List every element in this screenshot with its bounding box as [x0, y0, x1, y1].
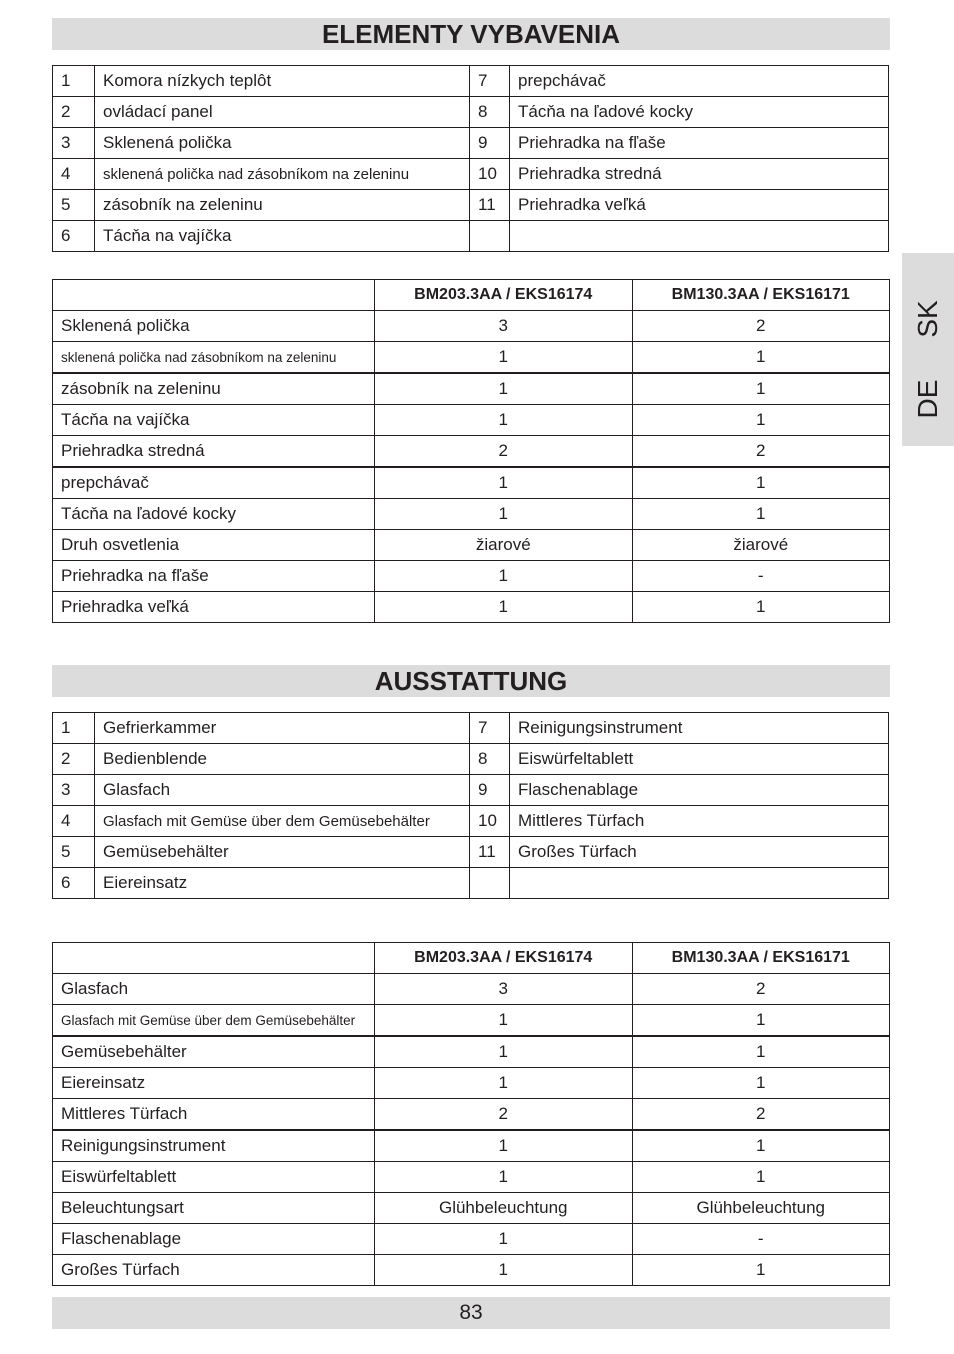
specs-row — [53, 311, 890, 342]
part-label: Gemüsebehälter — [95, 837, 470, 868]
parts-row — [53, 868, 889, 899]
specs-row — [53, 1068, 890, 1099]
specs-value: 1 — [632, 1068, 890, 1099]
specs-value: 1 — [375, 1036, 633, 1068]
language-label-sk: SK — [912, 300, 943, 338]
part-number: 11 — [470, 837, 510, 868]
specs-row — [53, 342, 890, 374]
parts-row — [53, 97, 889, 128]
specs-row — [53, 1099, 890, 1131]
part-label: Eiereinsatz — [95, 868, 470, 899]
part-label — [510, 221, 889, 252]
section-title-sk: ELEMENTY VYBAVENIA — [52, 18, 890, 50]
specs-value: 1 — [632, 467, 890, 499]
specs-value: 1 — [632, 1005, 890, 1037]
specs-label: Sklenená polička — [53, 311, 375, 342]
specs-value: 1 — [375, 467, 633, 499]
part-number: 5 — [53, 837, 95, 868]
part-label: Tácňa na ľadové kocky — [510, 97, 889, 128]
part-number: 6 — [53, 868, 95, 899]
specs-value: 1 — [375, 342, 633, 374]
part-number: 7 — [470, 66, 510, 97]
specs-row — [53, 405, 890, 436]
specs-value: 1 — [375, 373, 633, 405]
specs-label: Eiereinsatz — [53, 1068, 375, 1099]
model-header: BM203.3AA / EKS16174 — [375, 280, 633, 311]
part-number: 2 — [53, 97, 95, 128]
parts-table-de — [52, 712, 889, 899]
specs-value: 1 — [375, 1255, 633, 1286]
specs-value: 1 — [632, 499, 890, 530]
specs-row — [53, 1162, 890, 1193]
specs-value: - — [632, 561, 890, 592]
part-number: 9 — [470, 775, 510, 806]
parts-row — [53, 837, 889, 868]
parts-row — [53, 806, 889, 837]
specs-value: 1 — [632, 1130, 890, 1162]
specs-label: Mittleres Türfach — [53, 1099, 375, 1131]
specs-row — [53, 1224, 890, 1255]
part-label: Großes Türfach — [510, 837, 889, 868]
specs-value: 1 — [375, 1005, 633, 1037]
specs-row — [53, 1193, 890, 1224]
part-number: 4 — [53, 159, 95, 190]
part-number — [470, 868, 510, 899]
part-label: Bedienblende — [95, 744, 470, 775]
part-number: 3 — [53, 775, 95, 806]
specs-value: žiarové — [375, 530, 633, 561]
specs-label: sklenená polička nad zásobníkom na zeleninu — [53, 342, 375, 374]
specs-value: 1 — [632, 1036, 890, 1068]
specs-row — [53, 530, 890, 561]
specs-value: 1 — [375, 1162, 633, 1193]
section-title-de: AUSSTATTUNG — [52, 665, 890, 697]
part-label: Gefrierkammer — [95, 713, 470, 744]
part-label: Priehradka stredná — [510, 159, 889, 190]
specs-value: 2 — [632, 311, 890, 342]
specs-row — [53, 499, 890, 530]
specs-row — [53, 1005, 890, 1037]
part-number: 6 — [53, 221, 95, 252]
parts-row — [53, 159, 889, 190]
part-label: Flaschenablage — [510, 775, 889, 806]
specs-value: 1 — [375, 1224, 633, 1255]
specs-value: žiarové — [632, 530, 890, 561]
specs-label: Tácňa na vajíčka — [53, 405, 375, 436]
specs-value: 2 — [632, 1099, 890, 1131]
parts-row — [53, 190, 889, 221]
part-label: Reinigungsinstrument — [510, 713, 889, 744]
parts-table-sk — [52, 65, 889, 252]
specs-header-empty — [53, 280, 375, 311]
specs-row — [53, 1130, 890, 1162]
part-number: 10 — [470, 806, 510, 837]
specs-value: Glühbeleuchtung — [632, 1193, 890, 1224]
specs-label: Tácňa na ľadové kocky — [53, 499, 375, 530]
model-header: BM203.3AA / EKS16174 — [375, 943, 633, 974]
specs-table-de — [52, 942, 890, 1286]
specs-value: 1 — [632, 373, 890, 405]
specs-value: 3 — [375, 311, 633, 342]
specs-value: 2 — [375, 1099, 633, 1131]
specs-row — [53, 467, 890, 499]
specs-row — [53, 592, 890, 623]
parts-row — [53, 713, 889, 744]
part-label: Priehradka na fľaše — [510, 128, 889, 159]
model-header: BM130.3AA / EKS16171 — [632, 943, 890, 974]
specs-table-sk — [52, 279, 890, 623]
part-label: Eiswürfeltablett — [510, 744, 889, 775]
specs-header-row — [53, 943, 890, 974]
specs-label: Priehradka veľká — [53, 592, 375, 623]
part-label: Glasfach — [95, 775, 470, 806]
specs-header-row — [53, 280, 890, 311]
language-label-de: DE — [912, 379, 943, 419]
parts-row — [53, 744, 889, 775]
part-label: sklenená polička nad zásobníkom na zeleninu — [95, 159, 470, 190]
parts-row — [53, 221, 889, 252]
part-number: 1 — [53, 713, 95, 744]
part-label — [510, 868, 889, 899]
specs-label: Priehradka stredná — [53, 436, 375, 468]
specs-row — [53, 1036, 890, 1068]
parts-row — [53, 775, 889, 806]
specs-value: 1 — [375, 592, 633, 623]
parts-row — [53, 128, 889, 159]
language-tab — [902, 253, 954, 446]
specs-value: 2 — [632, 436, 890, 468]
part-label: Sklenená polička — [95, 128, 470, 159]
specs-label: Druh osvetlenia — [53, 530, 375, 561]
specs-header-empty — [53, 943, 375, 974]
specs-label: Großes Türfach — [53, 1255, 375, 1286]
specs-value: 1 — [632, 1255, 890, 1286]
specs-value: 1 — [375, 561, 633, 592]
part-number: 7 — [470, 713, 510, 744]
specs-label: Eiswürfeltablett — [53, 1162, 375, 1193]
part-number: 5 — [53, 190, 95, 221]
model-header: BM130.3AA / EKS16171 — [632, 280, 890, 311]
specs-label: Reinigungsinstrument — [53, 1130, 375, 1162]
specs-label: Gemüsebehälter — [53, 1036, 375, 1068]
part-number: 1 — [53, 66, 95, 97]
part-number: 8 — [470, 744, 510, 775]
part-number: 10 — [470, 159, 510, 190]
part-number: 4 — [53, 806, 95, 837]
specs-label: Beleuchtungsart — [53, 1193, 375, 1224]
part-label: prepchávač — [510, 66, 889, 97]
part-label: zásobník na zeleninu — [95, 190, 470, 221]
part-number: 9 — [470, 128, 510, 159]
specs-label: zásobník na zeleninu — [53, 373, 375, 405]
specs-label: prepchávač — [53, 467, 375, 499]
specs-value: 2 — [375, 436, 633, 468]
specs-value: 2 — [632, 974, 890, 1005]
part-label: Komora nízkych teplôt — [95, 66, 470, 97]
page-number: 83 — [52, 1297, 890, 1329]
specs-value: - — [632, 1224, 890, 1255]
specs-value: 1 — [375, 1130, 633, 1162]
specs-label: Glasfach — [53, 974, 375, 1005]
specs-value: 1 — [632, 405, 890, 436]
specs-value: 1 — [632, 342, 890, 374]
specs-label: Glasfach mit Gemüse über dem Gemüsebehälter — [53, 1005, 375, 1037]
specs-value: 1 — [375, 499, 633, 530]
specs-value: Glühbeleuchtung — [375, 1193, 633, 1224]
specs-value: 1 — [632, 1162, 890, 1193]
specs-value: 1 — [375, 405, 633, 436]
part-number: 8 — [470, 97, 510, 128]
part-label: ovládací panel — [95, 97, 470, 128]
specs-row — [53, 561, 890, 592]
specs-row — [53, 974, 890, 1005]
part-label: Tácňa na vajíčka — [95, 221, 470, 252]
specs-row — [53, 373, 890, 405]
parts-row — [53, 66, 889, 97]
specs-label: Flaschenablage — [53, 1224, 375, 1255]
part-label: Priehradka veľká — [510, 190, 889, 221]
specs-value: 1 — [375, 1068, 633, 1099]
part-number — [470, 221, 510, 252]
specs-row — [53, 436, 890, 468]
part-number: 2 — [53, 744, 95, 775]
specs-value: 3 — [375, 974, 633, 1005]
part-label: Mittleres Türfach — [510, 806, 889, 837]
part-number: 11 — [470, 190, 510, 221]
specs-row — [53, 1255, 890, 1286]
specs-label: Priehradka na fľaše — [53, 561, 375, 592]
part-number: 3 — [53, 128, 95, 159]
specs-value: 1 — [632, 592, 890, 623]
part-label: Glasfach mit Gemüse über dem Gemüsebehälter — [95, 806, 470, 837]
